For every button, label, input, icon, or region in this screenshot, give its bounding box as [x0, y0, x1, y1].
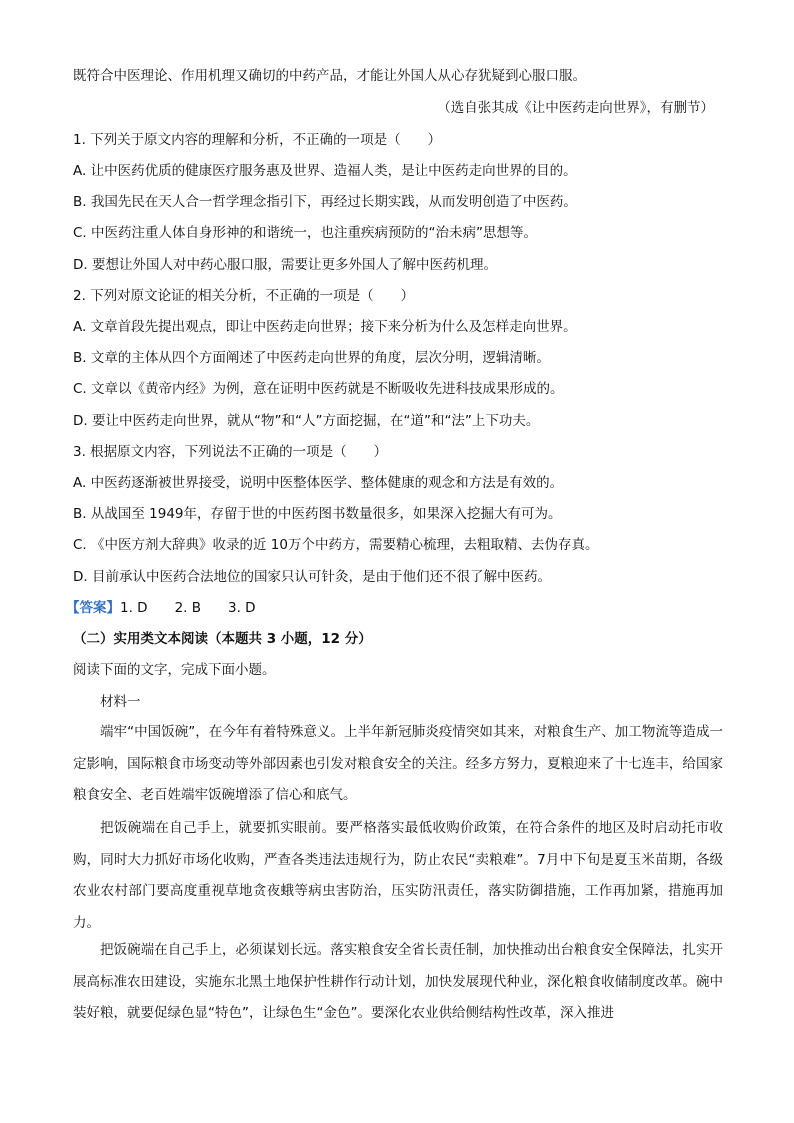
question-1-option-d: D. 要想让外国人对中药心服口服，需要让更多外国人了解中医药机理。: [73, 257, 497, 273]
answer-line: [66, 598, 256, 618]
source-citation: （选自张其成《让中医药走向世界》，有删节）: [437, 100, 714, 116]
question-2-option-a: A. 文章首段先提出观点，即让中医药走向世界；接下来分析为什么及怎样走向世界。: [73, 319, 577, 335]
paragraph-3: 把饭碗端在自己手上，必须谋划长远。落实粮食安全省长责任制，加快推动出台粮食安全保障法，扎实开展高标准农田建设，实施东北黑土地保护性耕作行动计划，加快发展现代种业，深化粮食收储制度改革。碗中装好粮，就要促绿色显“特色”，让绿色生“金色”。要深化农业供给侧结构性改革，深入推进: [73, 942, 723, 1021]
answer-tag: 【答案】: [66, 600, 120, 616]
intro-line: 既符合中医理论、作用机理又确切的中药产品，才能让外国人从心存犹疑到心服口服。: [73, 68, 586, 84]
paragraph-1: 端牢“中国饭碗”，在今年有着特殊意义。上半年新冠肺炎疫情突如其来，对粮食生产、加工物流等造成一定影响，国际粮食市场变动等外部因素也引发对粮食安全的关注。经多方努力，夏粮迎来了十七连丰，给国家粮食安全、老百姓端牢饭碗增添了信心和底气。: [73, 724, 723, 803]
answer-text: 1. D 2. B 3. D: [120, 600, 256, 616]
question-2-stem: 2. 下列对原文论证的相关分析，不正确的一项是（ ）: [73, 288, 415, 304]
question-3-option-b: B. 从战国至 1949年，存留于世的中医药图书数量很多，如果深入挖掘大有可为。: [73, 506, 562, 522]
section-title: （二）实用类文本阅读（本题共 3 小题，12 分）: [73, 631, 372, 647]
question-3-stem: 3. 根据原文内容，下列说法不正确的一项是（ ）: [73, 444, 388, 460]
question-3-option-a: A. 中医药逐渐被世界接受，说明中医整体医学、整体健康的观念和方法是有效的。: [73, 475, 564, 491]
question-1-option-b: B. 我国先民在天人合一哲学理念指引下，再经过长期实践，从而发明创造了中医药。: [73, 194, 577, 210]
question-3-option-c: C. 《中医方剂大辞典》收录的近 10万个中药方，需要精心梳理，去粗取精、去伪存真。: [73, 537, 599, 553]
question-2-option-c: C. 文章以《黄帝内经》为例，意在证明中医药就是不断吸收先进科技成果形成的。: [73, 381, 564, 397]
question-1-stem: 1. 下列关于原文内容的理解和分析，不正确的一项是（ ）: [73, 132, 442, 148]
question-1-option-c: C. 中医药注重人体自身形神的和谐统一，也注重疾病预防的“治未病”思想等。: [73, 225, 537, 241]
question-2-option-d: D. 要让中医药走向世界，就从“物”和“人”方面挖掘，在“道”和“法”上下功夫。: [73, 413, 540, 429]
material-label: 材料一: [100, 694, 141, 710]
instruction: 阅读下面的文字，完成下面小题。: [73, 662, 276, 678]
question-2-option-b: B. 文章的主体从四个方面阐述了中医药走向世界的角度，层次分明，逻辑清晰。: [73, 350, 550, 366]
question-1-option-a: A. 让中医药优质的健康医疗服务惠及世界、造福人类，是让中医药走向世界的目的。: [73, 163, 577, 179]
paragraph-2: 把饭碗端在自己手上，就要抓实眼前。要严格落实最低收购价政策，在符合条件的地区及时启动托市收购，同时大力抓好市场化收购，严查各类违法违规行为，防止农民“卖粮难”。7月中下旬是夏玉米苗期，各级农业农村部门要高度重视草地贪夜蛾等病虫害防治，压实防汛责任，落实防御措施，工作再加紧，措施再加力。: [73, 820, 723, 931]
question-3-option-d: D. 目前承认中医药合法地位的国家只认可针灸，是由于他们还不很了解中医药。: [73, 569, 551, 585]
